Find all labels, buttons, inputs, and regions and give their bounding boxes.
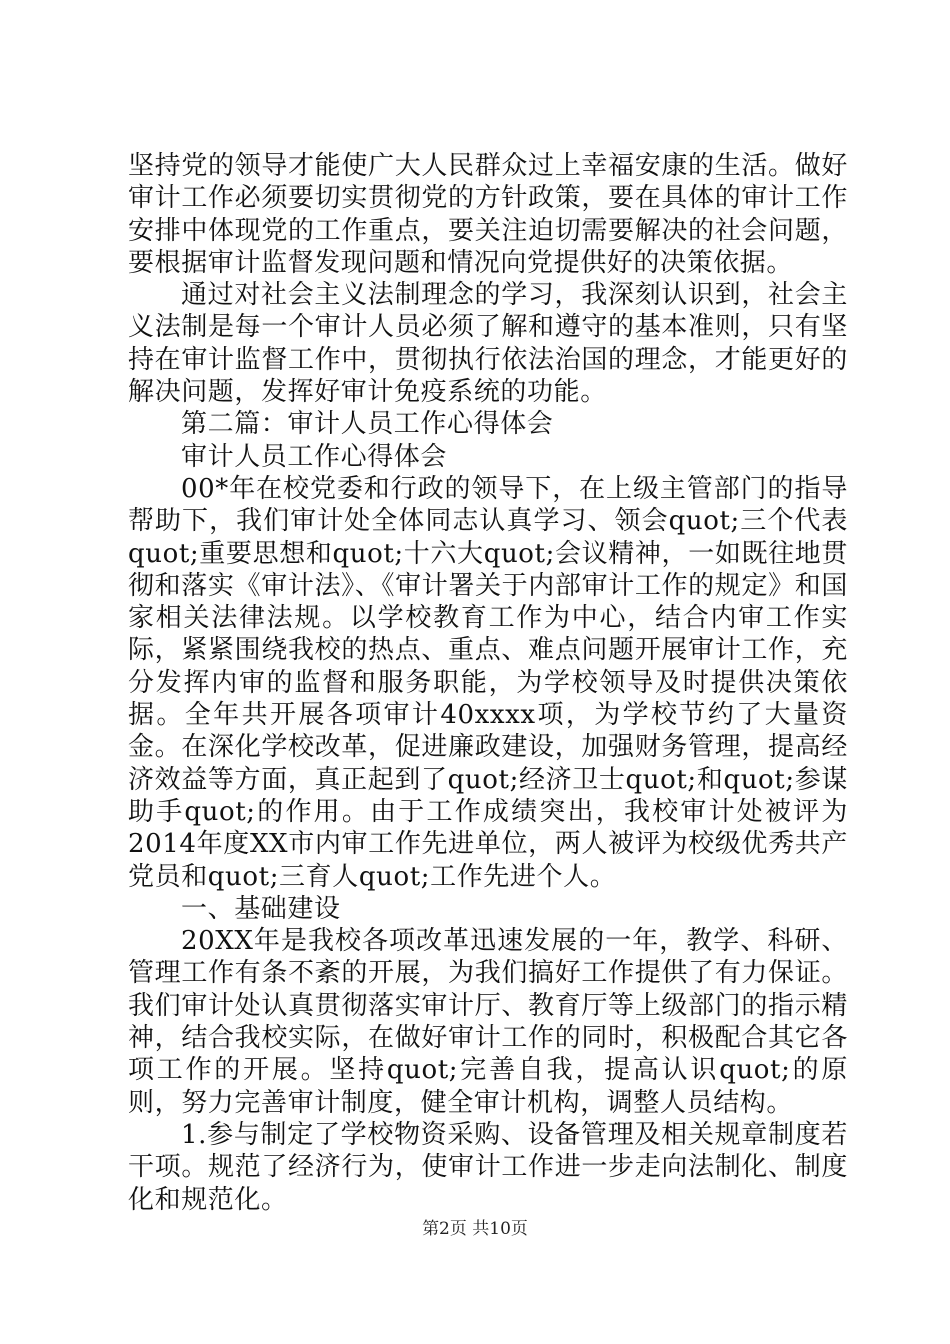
- paragraph-annual-summary: 00*年在校党委和行政的领导下，在上级主管部门的指导帮助下，我们审计处全体同志认真学习、领会quot;三个代表quot;重要思想和quot;十六大quot;会议精神，一如既往地贯彻和落实《审计法》、《审计署关于内部审计工作的规定》和国家相关法律法规。以学校教育工作为中心，结合内审工作实际，紧紧围绕我校的热点、重点、难点问题开展审计工作，充分发挥内审的监督和服务职能，为学校领导及时提供决策依据。全年共开展各项审计40xxxx项，为学校节约了大量资金。在深化学校改革，促进廉政建设，加强财务管理，提高经济效益等方面，真正起到了quot;经济卫士quot;和quot;参谋助手quot;的作用。由于工作成绩突出，我校审计处被评为2014年度XX市内审工作先进单位，两人被评为校级优秀共产党员和quot;三育人quot;工作先进个人。: [128, 473, 848, 892]
- section-title-part-two: 第二篇：审计人员工作心得体会: [181, 409, 554, 440]
- subsection-title-foundation: 一、基础建设: [181, 893, 341, 924]
- paragraph-party-leadership: 坚持党的领导才能使广大人民群众过上幸福安康的生活。做好审计工作必须要切实贯彻党的方针政策，要在具体的审计工作安排中体现党的工作重点，要关注迫切需要解决的社会问题，要根据审计监督发现问题和情况向党提供好的决策依据。: [128, 151, 848, 278]
- paragraph-rule-of-law: 通过对社会主义法制理念的学习，我深刻认识到，社会主义法制是每一个审计人员必须了解和遵守的基本准则，只有坚持在审计监督工作中，贯彻执行依法治国的理念，才能更好的解决问题，发挥好审计免疫系统的功能。: [128, 280, 848, 408]
- page-number: 第2页 共10页: [422, 1219, 528, 1239]
- article-title: 审计人员工作心得体会: [181, 441, 448, 472]
- paragraph-foundation-work: 20XX年是我校各项改革迅速发展的一年，教学、科研、管理工作有条不紊的开展，为我们搞好工作提供了有力保证。我们审计处认真贯彻落实审计厅、教育厅等上级部门的指示精神，结合我校实际，在做好审计工作的同时，积极配合其它各项工作的开展。坚持quot;完善自我，提高认识quot;的原则，努力完善审计制度，健全审计机构，调整人员结构。: [128, 926, 848, 1118]
- list-item-regulations: 1.参与制定了学校物资采购、设备管理及相关规章制度若干项。规范了经济行为，使审计工作进一步走向法制化、制度化和规范化。: [128, 1119, 848, 1215]
- page-footer: [0, 1218, 950, 1240]
- document-body: [128, 150, 848, 1216]
